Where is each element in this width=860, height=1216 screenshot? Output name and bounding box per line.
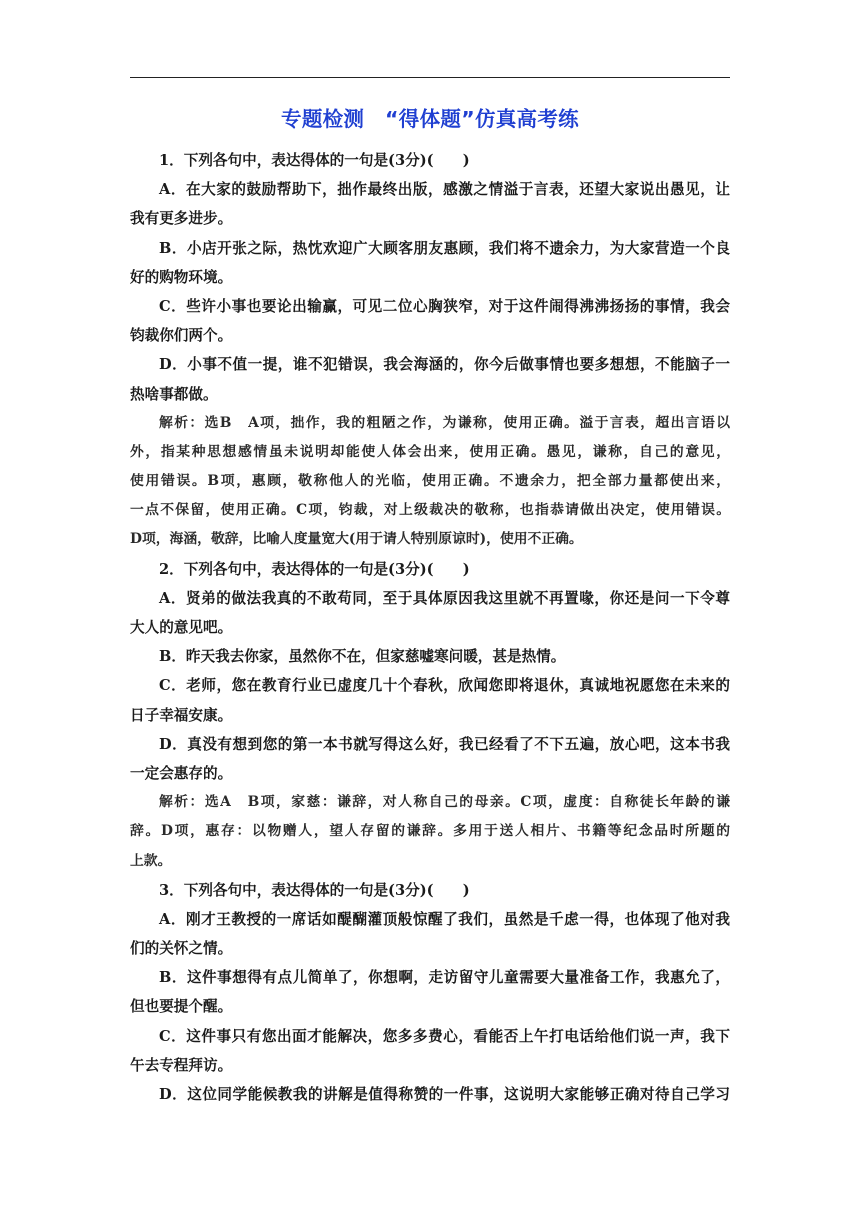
explanation-line: 解析：选A B项，家慈：谦辞，对人称自己的母亲。C项，虚度：自称徒长年龄的谦	[159, 794, 730, 811]
question-line: 一定会惠存的。	[130, 764, 233, 782]
explanation-line: 解析：选B A项，拙作，我的粗陋之作，为谦称，使用正确。溢于言表，超出言语以	[159, 414, 730, 431]
explanation-line: D项，海涵，敬辞，比喻人度量宽大(用于请人特别原谅时)，使用不正确。	[130, 531, 583, 548]
explanation-line: 一点不保留，使用正确。C项，钧裁，对上级裁决的敬称，也指恭请做出决定，使用错误。	[130, 502, 730, 519]
question-line: D．这位同学能候教我的讲解是值得称赞的一件事，这说明大家能够正确对待自己学习	[159, 1086, 730, 1103]
explanation-line: 上款。	[130, 852, 172, 869]
question-line: C．老师，您在教育行业已虚度几十个春秋，欣闻您即将退休，真诚地祝愿您在未来的	[159, 677, 730, 695]
header-rule	[130, 77, 730, 78]
question-line: 我有更多进步。	[130, 210, 233, 228]
question-line: B．这件事想得有点儿简单了，你想啊，走访留守儿童需要大量准备工作，我惠允了，	[159, 969, 730, 987]
question-line: D．真没有想到您的第一本书就写得这么好，我已经看了不下五遍，放心吧，这本书我	[159, 735, 730, 753]
question-line: 好的购物环境。	[130, 268, 233, 286]
question-line: B．昨天我去你家，虽然你不在，但家慈嘘寒问暖，甚是热情。	[159, 648, 566, 666]
document-body	[130, 146, 730, 1109]
question-line: 3．下列各句中，表达得体的一句是(3分)( )	[159, 881, 470, 899]
question-line: C．些许小事也要论出输赢，可见二位心胸狭窄，对于这件闹得沸沸扬扬的事情，我会	[159, 297, 730, 315]
question-line: 午去专程拜访。	[130, 1056, 233, 1074]
question-line: 热啥事都做。	[130, 385, 218, 403]
question-line: 日子幸福安康。	[130, 706, 233, 724]
question-line: A．刚才王教授的一席话如醍醐灌顶般惊醒了我们，虽然是千虑一得，也体现了他对我	[159, 910, 730, 928]
question-line: 大人的意见吧。	[130, 619, 233, 636]
question-line: 钧裁你们两个。	[130, 327, 233, 345]
question-line: 1．下列各句中，表达得体的一句是(3分)( )	[159, 152, 470, 169]
question-line: D．小事不值一提，谁不犯错误，我会海涵的，你今后做事情也要多想想，不能脑子一	[159, 356, 730, 374]
question-line: C．这件事只有您出面才能解决，您多多费心，看能否上午打电话给他们说一声，我下	[159, 1027, 730, 1045]
explanation-line: 辞。D项，惠存：以物赠人，望人存留的谦辞。多用于送人相片、书籍等纪念品时所题的	[130, 823, 730, 840]
question-line: 但也要提个醒。	[130, 998, 233, 1016]
question-line: A．贤弟的做法我真的不敢苟同，至于具体原因我这里就不再置喙，你还是问一下令尊	[159, 589, 730, 607]
question-line: B．小店开张之际，热忱欢迎广大顾客朋友惠顾，我们将不遗余力，为大家营造一个良	[159, 239, 730, 257]
explanation-line: 使用错误。B项，惠顾，敬称他人的光临，使用正确。不遗余力，把全部力量都使出来，	[130, 473, 730, 490]
explanation-line: 外，指某种思想感情虽未说明却能使人体会出来，使用正确。愚见，谦称，自己的意见，	[130, 443, 730, 460]
question-line: 2．下列各句中，表达得体的一句是(3分)( )	[159, 560, 470, 578]
question-line: A．在大家的鼓励帮助下，拙作最终出版，感激之情溢于言表，还望大家说出愚见，让	[159, 181, 730, 199]
page-title: 专题检测 “得体题”仿真高考练	[281, 107, 579, 131]
question-line: 们的关怀之情。	[130, 940, 233, 958]
